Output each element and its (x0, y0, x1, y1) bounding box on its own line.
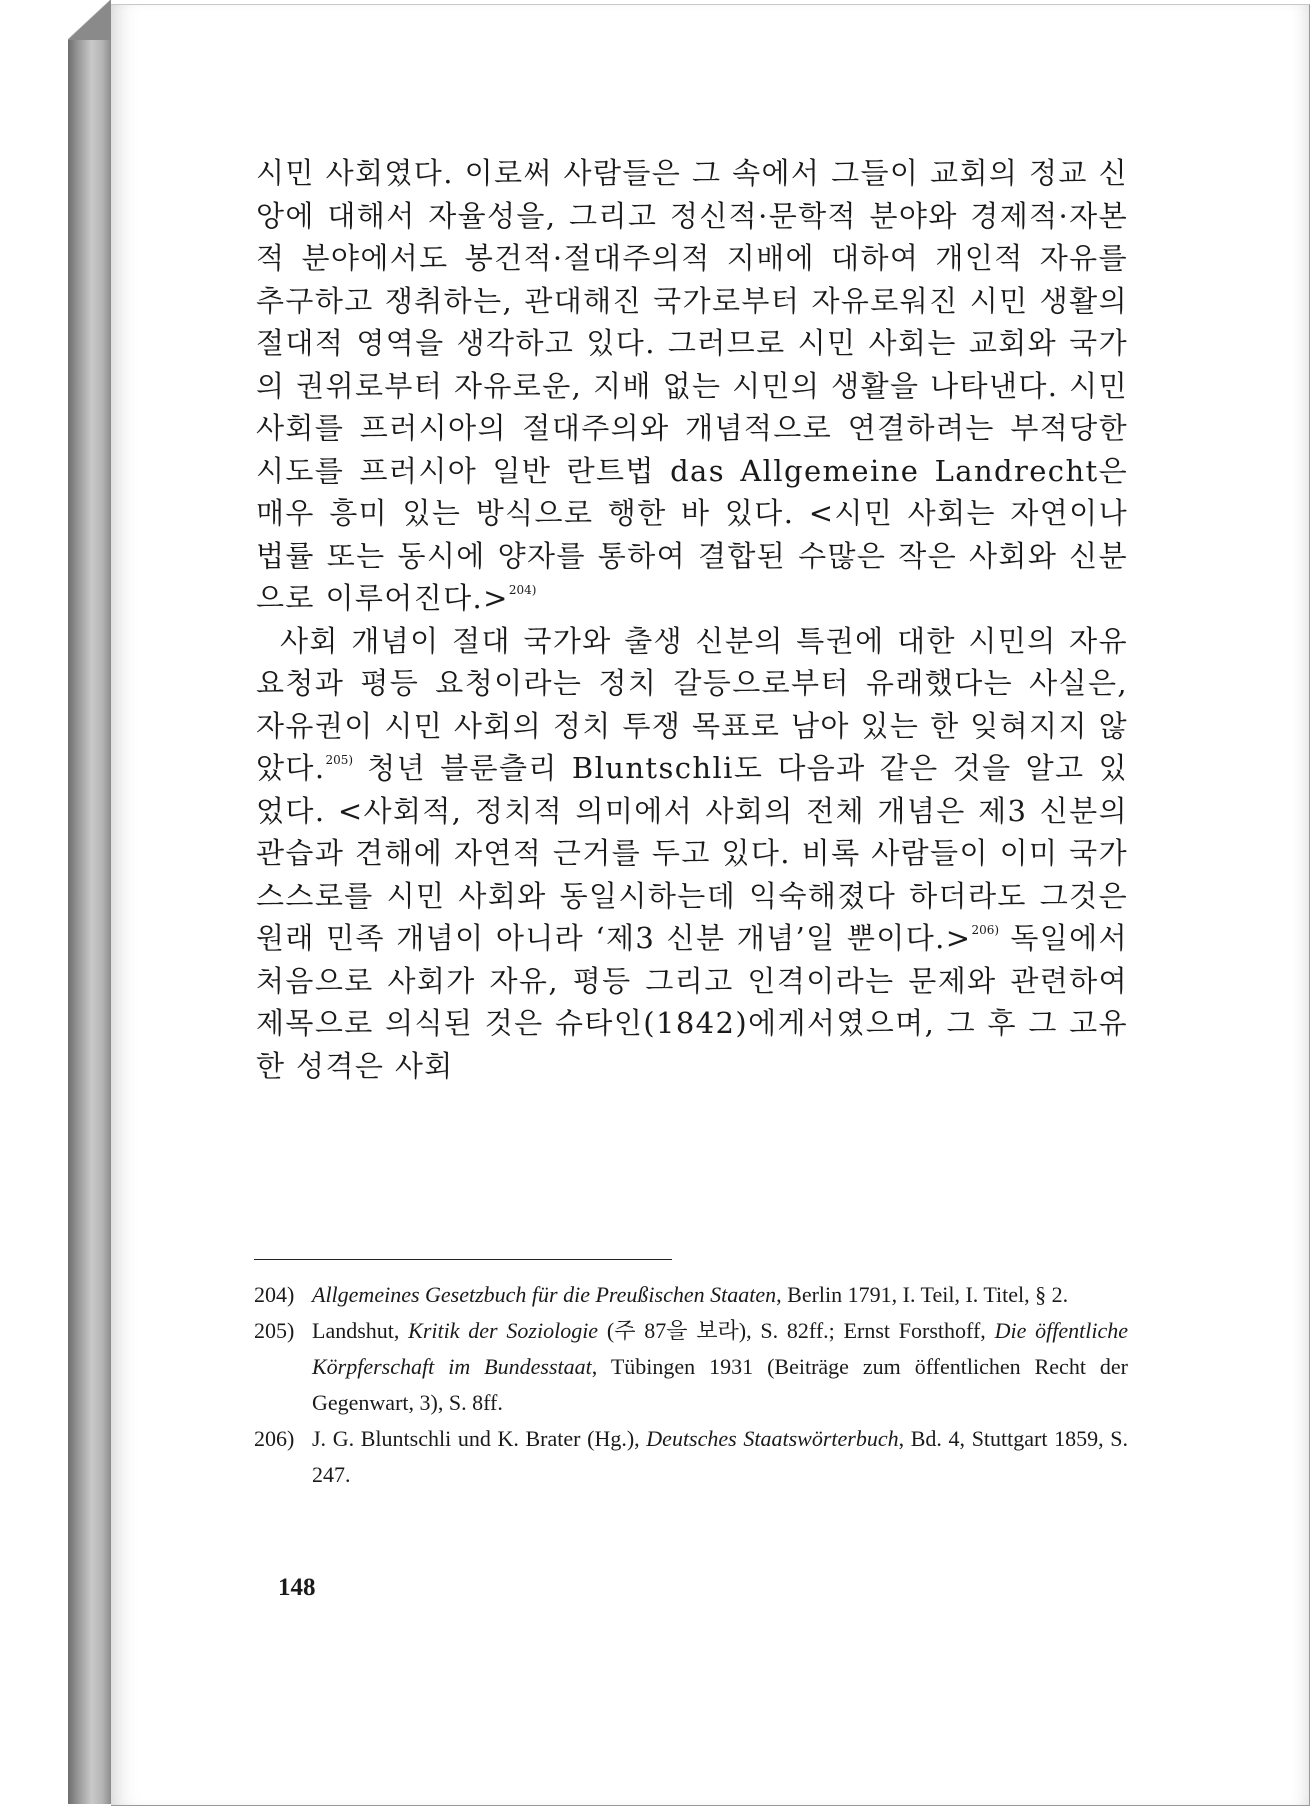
footnote-item (254, 1277, 1128, 1313)
body-text (256, 152, 1128, 1087)
footnote-title: Die öffentliche Körpferschaft im Bundesstaat (312, 1318, 1128, 1379)
footnote-separator (254, 1259, 672, 1260)
footnote-title: Deutsches Staatswörterbuch (646, 1426, 899, 1451)
footnote-text (312, 1313, 1128, 1421)
footnote-text (312, 1421, 1128, 1493)
footnote-author: J. G. Bluntschli und K. Brater (Hg.), (312, 1426, 647, 1451)
paragraph-text: 청년 블룬츨리 Bluntschli도 다음과 같은 것을 알고 있었다. <사회적, 정치적 의미에서 사회의 전체 개념은 제3 신분의 관습과 견해에 자연적 근거를 두고 있다. 비록 사람들이 이미 국가 스스로를 시민 사회와 동일시하는데 익숙해졌다 하더라도 그것은 원래 민족 개념이 아니라 ‘제3 신분 개념’일 뿐이다.> (256, 751, 1128, 955)
footnote-marker[interactable]: 204) (508, 583, 537, 597)
footnote-detail: , Tübingen 1931 (Beiträge zum öffentlichen Recht der Gegenwart, 3), S. 8ff. (312, 1354, 1128, 1415)
paragraph-text: 독일에서 처음으로 사회가 자유, 평등 그리고 인격이라는 문제와 관련하여 제목으로 의식된 것은 슈타인(1842)에게서였으며, 그 후 그 고유한 성격은 사회 (256, 921, 1128, 1083)
footnote-marker[interactable]: 205) (325, 753, 354, 767)
page-number: 148 (278, 1574, 316, 1601)
footnote-number: 204) (254, 1282, 295, 1307)
footnote-marker[interactable]: 206) (971, 923, 1000, 937)
footnote-detail: (주 87을 보라), S. 82ff.; Ernst Forsthoff, (598, 1318, 995, 1343)
footnote-text (312, 1277, 1128, 1313)
paragraph (256, 152, 1128, 620)
footnote-number: 205) (254, 1318, 295, 1343)
footnote-title: Allgemeines Gesetzbuch für die Preußischen Staaten (312, 1282, 777, 1307)
footnote-author: Landshut, (312, 1318, 409, 1343)
paragraph-text: 시민 사회였다. 이로써 사람들은 그 속에서 그들이 교회의 정교 신앙에 대해서 자율성을, 그리고 정신적·문학적 분야와 경제적·자본적 분야에서도 봉건적·절대주의적 지배에 대하여 개인적 자유를 추구하고 쟁취하는, 관대해진 국가로부터 자유로워진 시민 생활의 절대적 영역을 생각하고 있다. 그러므로 시민 사회는 교회와 국가의 권위로부터 자유로운, 지배 없는 시민의 생활을 나타낸다. 시민 사회를 프러시아의 절대주의와 개념적으로 연결하려는 부적당한 시도를 프러시아 일반 란트법 das Allgemeine Landrecht은 매우 흥미 있는 방식으로 행한 바 있다. <시민 사회는 자연이나 법률 또는 동시에 양자를 통하여 결합된 수많은 작은 사회와 신분으로 이루어진다.> (256, 156, 1128, 615)
footnote-detail: , Bd. 4, Stuttgart 1859, S. 247. (312, 1426, 1128, 1487)
footnote-title: Kritik der Soziologie (408, 1318, 599, 1343)
paragraph (256, 620, 1128, 1088)
footnote-detail: , Berlin 1791, I. Teil, I. Titel, § 2. (776, 1282, 1069, 1307)
footnote-item (254, 1313, 1128, 1421)
footnotes (254, 1277, 1128, 1493)
book-spine (68, 4, 111, 1804)
book-spine-corner (68, 0, 111, 40)
paragraph-text: 사회 개념이 절대 국가와 출생 신분의 특권에 대한 시민의 자유 요청과 평등 요청이라는 정치 갈등으로부터 유래했다는 사실은, 자유권이 시민 사회의 정치 투쟁 목표로 남아 있는 한 잊혀지지 않았다. (256, 623, 1128, 785)
footnote-number: 206) (254, 1426, 295, 1451)
footnote-item (254, 1421, 1128, 1493)
